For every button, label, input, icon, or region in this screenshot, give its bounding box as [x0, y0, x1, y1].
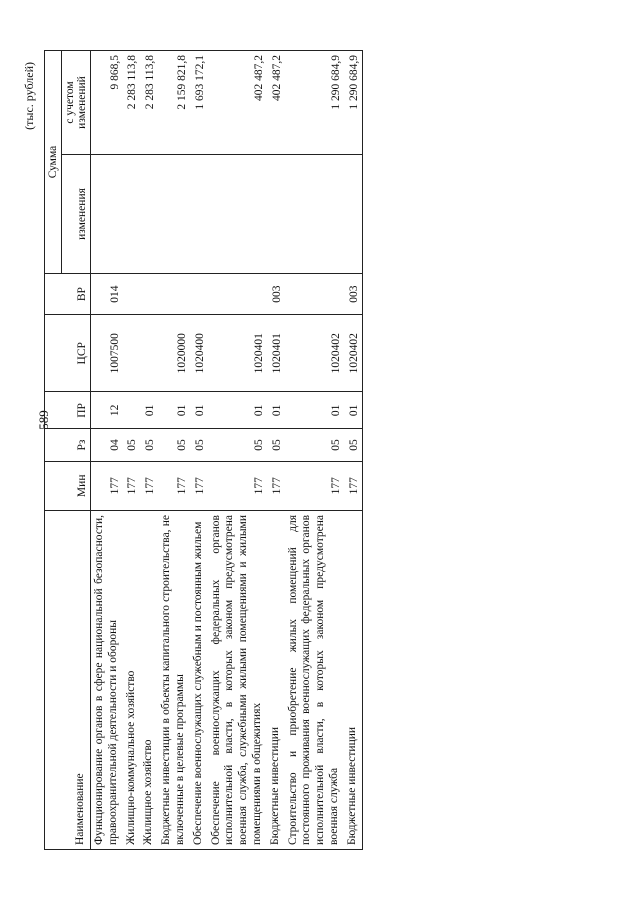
budget-table-sheet [22, 50, 606, 850]
table-row [123, 51, 141, 850]
cell-name: Обеспечение военнослужащих служебным и постоянным жильем [190, 511, 208, 850]
cell-rz: 05 [140, 429, 158, 461]
cell-name: Функционирование органов в сфере национальной безопасности, правоохранительной деятельности и обороны [91, 511, 123, 850]
cell-change [267, 155, 285, 274]
cell-min: 177 [91, 461, 123, 510]
cell-rz: 05 [267, 429, 285, 461]
page-number: 589 [35, 410, 51, 430]
cell-vr [190, 274, 208, 315]
cell-csr: 1007500 [91, 315, 123, 392]
table-row [140, 51, 158, 850]
cell-change [158, 155, 190, 274]
cell-name: Жилищное хозяйство [140, 511, 158, 850]
cell-rz: 05 [285, 429, 344, 461]
cell-rz: 05 [158, 429, 190, 461]
cell-vr [140, 274, 158, 315]
cell-pr: 01 [344, 392, 362, 429]
cell-min: 177 [123, 461, 141, 510]
header-change: изменения [62, 155, 91, 274]
cell-vr: 003 [267, 274, 285, 315]
cell-vr [285, 274, 344, 315]
cell-with-change: 1 693 172,1 [190, 51, 208, 155]
cell-change [285, 155, 344, 274]
table-row [190, 51, 208, 850]
cell-with-change: 402 487,2 [208, 51, 267, 155]
cell-min: 177 [208, 461, 267, 510]
cell-change [123, 155, 141, 274]
table-body [91, 51, 363, 850]
cell-csr: 1020000 [158, 315, 190, 392]
table-row [285, 51, 344, 850]
cell-csr: 1020400 [190, 315, 208, 392]
cell-min: 177 [267, 461, 285, 510]
cell-pr: 01 [190, 392, 208, 429]
cell-with-change: 2 283 113,8 [140, 51, 158, 155]
units-label: (тыс. рублей) [22, 62, 36, 130]
cell-min: 177 [190, 461, 208, 510]
table-row [344, 51, 362, 850]
cell-csr: 1020401 [208, 315, 267, 392]
cell-csr: 1020401 [267, 315, 285, 392]
cell-name: Бюджетные инвестиции [344, 511, 362, 850]
cell-with-change: 2 159 821,8 [158, 51, 190, 155]
cell-csr: 1020402 [344, 315, 362, 392]
cell-csr: 1020402 [285, 315, 344, 392]
cell-change [190, 155, 208, 274]
table-row [267, 51, 285, 850]
cell-vr [158, 274, 190, 315]
cell-rz: 05 [208, 429, 267, 461]
header-csr: ЦСР [45, 315, 91, 392]
cell-pr: 01 [267, 392, 285, 429]
cell-change [91, 155, 123, 274]
table-row [208, 51, 267, 850]
cell-change [208, 155, 267, 274]
header-sum: Сумма [45, 51, 62, 274]
header-min: Мин [45, 461, 91, 510]
header-with-change: с учетом изменений [62, 51, 91, 155]
cell-vr [123, 274, 141, 315]
cell-with-change: 1 290 684,9 [344, 51, 362, 155]
cell-csr [123, 315, 141, 392]
cell-pr: 01 [208, 392, 267, 429]
cell-rz: 05 [190, 429, 208, 461]
cell-min: 177 [158, 461, 190, 510]
header-rz: Рз [45, 429, 91, 461]
cell-min: 177 [140, 461, 158, 510]
cell-rz: 05 [123, 429, 141, 461]
cell-name: Бюджетные инвестиции [267, 511, 285, 850]
cell-name: Обеспечение военнослужащих федеральных органов исполнительной власти, в которых законом предусмотрена военная служба, служебными жилыми помещениями и жилыми помещениями в общежитиях [208, 511, 267, 850]
cell-vr: 003 [344, 274, 362, 315]
header-name: Наименование [45, 511, 91, 850]
cell-rz: 05 [344, 429, 362, 461]
header-vr: ВР [45, 274, 91, 315]
cell-pr: 01 [158, 392, 190, 429]
cell-vr [208, 274, 267, 315]
cell-pr: 01 [285, 392, 344, 429]
cell-pr [123, 392, 141, 429]
cell-with-change: 2 283 113,8 [123, 51, 141, 155]
cell-pr: 01 [140, 392, 158, 429]
cell-name: Жилищно-коммунальное хозяйство [123, 511, 141, 850]
cell-change [344, 155, 362, 274]
cell-change [140, 155, 158, 274]
cell-pr: 12 [91, 392, 123, 429]
cell-vr: 014 [91, 274, 123, 315]
cell-rz: 04 [91, 429, 123, 461]
table-row [158, 51, 190, 850]
header-pr: ПР [45, 392, 91, 429]
cell-name: Строительство и приобретение жилых помещений для постоянного проживания военнослужащих федеральных органов исполнительной власти, в которых законом предусмотрена военная служба [285, 511, 344, 850]
budget-table [44, 50, 363, 850]
cell-with-change: 9 868,5 [91, 51, 123, 155]
cell-with-change: 1 290 684,9 [285, 51, 344, 155]
cell-with-change: 402 487,2 [267, 51, 285, 155]
cell-min: 177 [285, 461, 344, 510]
cell-min: 177 [344, 461, 362, 510]
cell-csr [140, 315, 158, 392]
cell-name: Бюджетные инвестиции в объекты капитального строительства, не включенные в целевые программы [158, 511, 190, 850]
table-row [91, 51, 123, 850]
